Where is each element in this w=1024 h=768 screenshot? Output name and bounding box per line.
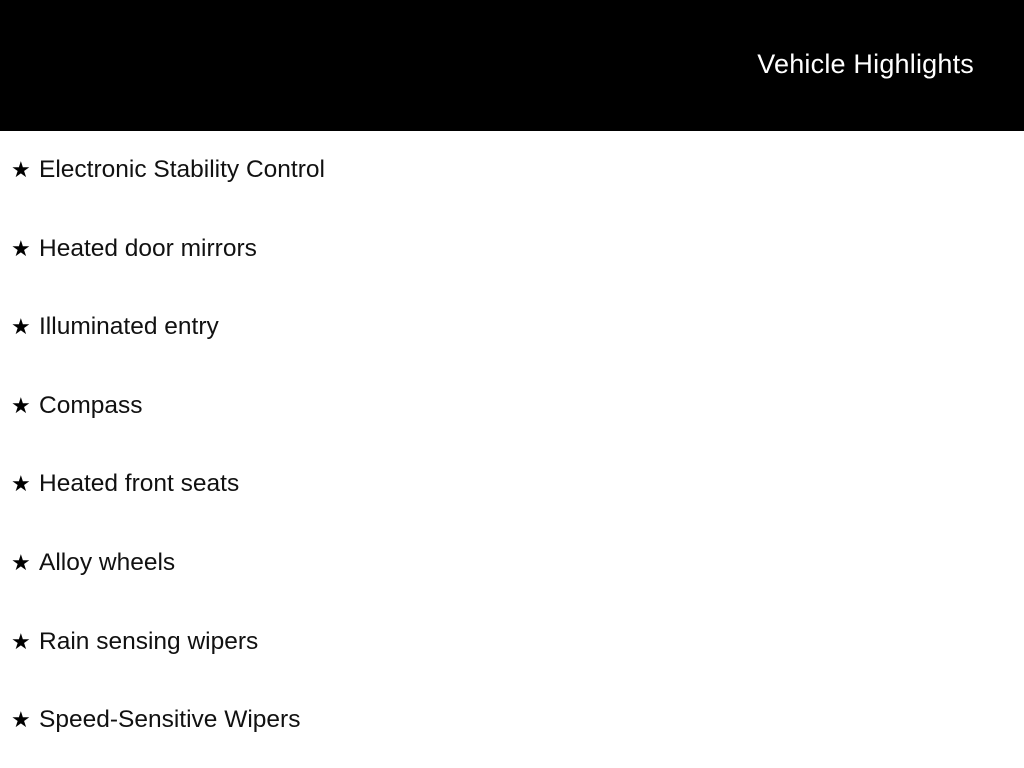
list-item: [0, 210, 1024, 289]
list-item-label: Heated door mirrors: [39, 234, 257, 262]
star-icon: ★: [11, 315, 31, 341]
page-title: Vehicle Highlights: [757, 49, 974, 79]
star-icon: ★: [11, 393, 31, 419]
list-item-label: Compass: [39, 391, 143, 419]
list-item: [0, 681, 1024, 760]
header-bar: [0, 0, 1024, 131]
list-item: [0, 524, 1024, 603]
list-item: [0, 131, 1024, 210]
star-icon: ★: [11, 708, 31, 734]
star-icon: ★: [11, 629, 31, 655]
list-item: [0, 367, 1024, 446]
star-icon: ★: [11, 158, 31, 183]
star-icon: ★: [11, 550, 31, 576]
list-item-label: Electronic Stability Control: [39, 156, 325, 183]
list-item: [0, 445, 1024, 524]
star-icon: ★: [11, 236, 31, 262]
star-icon: ★: [11, 472, 31, 498]
list-item-label: Rain sensing wipers: [39, 627, 259, 655]
list-item-label: Alloy wheels: [39, 548, 176, 576]
list-item-label: Speed-Sensitive Wipers: [39, 706, 301, 734]
list-item: [0, 288, 1024, 367]
list-item-label: Illuminated entry: [39, 313, 219, 341]
list-item-label: Heated front seats: [39, 470, 240, 498]
list-item: [0, 603, 1024, 682]
vehicle-highlights-list: [0, 131, 1024, 760]
